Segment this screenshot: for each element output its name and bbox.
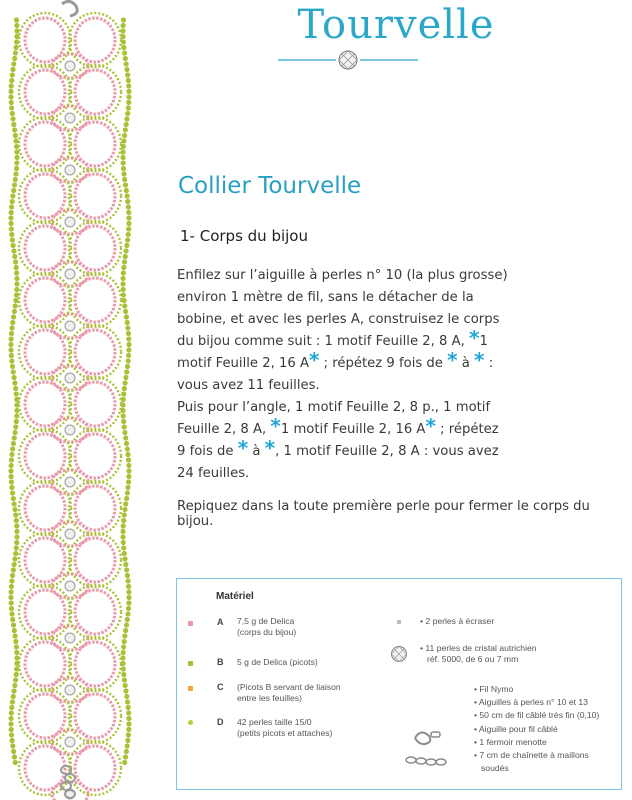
- tool-item: • 7 cm de chaînette à maillons: [474, 750, 589, 760]
- material-line: (corps du bijou): [237, 627, 297, 637]
- text-line: 9 fois de: [177, 444, 238, 459]
- tool-item: • Fil Nymo: [474, 684, 513, 694]
- tools-list: [474, 683, 599, 775]
- tool-item: • Aiguille pour fil câblé: [474, 724, 558, 734]
- tool-item: soudés: [481, 763, 509, 774]
- text-line: environ 1 mètre de fil, sans le détacher de la: [177, 290, 474, 305]
- text-line: Enfilez sur l’aiguille à perles n° 10 (la plus grosse): [177, 268, 508, 283]
- material-line: 7,5 g de Delica: [237, 616, 295, 626]
- tool-item: • Aiguilles à perles n° 10 et 13: [474, 697, 588, 707]
- crystal-bead-icon: [390, 645, 408, 663]
- crimp-bead-icon: [397, 620, 401, 624]
- text-line: ; répétez: [435, 422, 499, 437]
- crystal-bead-ornament-icon: [278, 48, 418, 72]
- bead-d-swatch-icon: [188, 720, 193, 725]
- page-title: Tourvelle: [297, 2, 495, 48]
- text-line: ; répétez 9 fois de: [319, 356, 448, 371]
- material-item: [237, 616, 296, 638]
- text-line: motif Feuille 2, 16 A: [177, 356, 309, 371]
- instructions-text: [177, 265, 617, 485]
- clasp-and-chain-icon: [405, 724, 465, 774]
- text-line: 1 motif Feuille 2, 16 A: [280, 422, 426, 437]
- section-heading: Collier Tourvelle: [178, 173, 362, 199]
- bead-a-swatch-icon: [188, 621, 193, 626]
- beaded-bracelet-illustration: [0, 0, 140, 800]
- material-line: 5 g de Delica (picots): [237, 657, 318, 667]
- bead-letter: A: [217, 617, 224, 627]
- material-item: [237, 682, 341, 704]
- paragraph-1: [177, 265, 617, 397]
- material-line: entre les feuilles): [237, 693, 302, 703]
- bead-letter: B: [217, 657, 224, 667]
- material-item: [237, 657, 318, 668]
- crystal-beads-item: [420, 643, 537, 665]
- material-line: 42 perles taille 15/0: [237, 717, 312, 727]
- text-line: , 1 motif Feuille 2, 8 A : vous avez: [275, 444, 499, 459]
- text-line: 1: [479, 334, 488, 349]
- closing-instruction: Repiquez dans la toute première perle pour fermer le corps du bijou.: [177, 499, 590, 529]
- material-line: (petits picots et attaches): [237, 728, 333, 738]
- material-line: réf. 5000, de 6 ou 7 mm: [427, 654, 519, 664]
- material-line: • 11 perles de cristal autrichien: [420, 643, 537, 653]
- text-line: :: [484, 356, 494, 371]
- text-line: 24 feuilles.: [177, 466, 250, 481]
- material-item: [237, 717, 333, 739]
- text-line: à: [248, 444, 265, 459]
- bead-b-swatch-icon: [188, 661, 193, 666]
- crimp-beads-item: • 2 perles à écraser: [420, 616, 494, 627]
- repeat-star-icon: *: [270, 414, 281, 438]
- text-line: Puis pour l’angle, 1 motif Feuille 2, 8 p., 1 motif: [177, 400, 491, 415]
- step-heading: 1- Corps du bijou: [180, 227, 308, 245]
- materials-box: [176, 578, 622, 790]
- tool-item: • 1 fermoir menotte: [474, 737, 547, 747]
- repeat-star-icon: *: [469, 326, 480, 350]
- material-line: (Picots B servant de liaison: [237, 682, 341, 692]
- materials-title: Matériel: [216, 591, 254, 602]
- repeat-star-icon: *: [474, 348, 485, 372]
- repeat-star-icon: *: [425, 414, 436, 438]
- paragraph-2: [177, 397, 617, 485]
- bead-letter: C: [217, 682, 224, 692]
- text-line: Feuille 2, 8 A,: [177, 422, 271, 437]
- bead-c-swatch-icon: [188, 686, 193, 691]
- repeat-star-icon: *: [264, 436, 276, 460]
- text-line: à: [457, 356, 475, 371]
- repeat-star-icon: *: [308, 348, 320, 372]
- text-line: vous avez 11 feuilles.: [177, 378, 320, 393]
- repeat-star-icon: *: [237, 436, 249, 460]
- text-line: bobine, et avec les perles A, construisez le corps: [177, 312, 500, 327]
- text-line: du bijou comme suit : 1 motif Feuille 2, 8 A,: [177, 334, 465, 349]
- tool-item: • 50 cm de fil câblé très fin (0,10): [474, 710, 599, 720]
- bead-letter: D: [217, 717, 224, 727]
- repeat-star-icon: *: [447, 348, 458, 372]
